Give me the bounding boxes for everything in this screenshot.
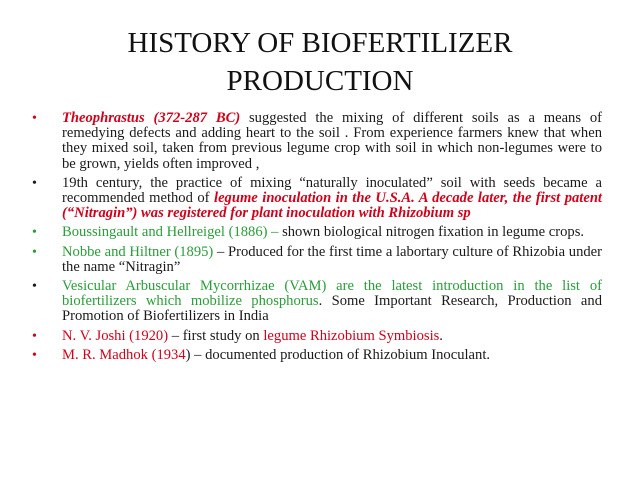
bullet-text: – Produced for the first time a labortary culture of Rhizobia under the name “Nitragin” [62, 243, 603, 275]
bullet-marker: • [32, 328, 37, 344]
person-name: Nobbe and Hiltner (1895) [62, 243, 214, 260]
bullet-marker: • [32, 111, 37, 126]
bullet-item-vam [32, 279, 602, 325]
bullet-item-nobbe [32, 245, 602, 275]
bullet-marker: • [32, 347, 37, 363]
highlight-text: legume inoculation in the U.S.A. A decade later, the first patent (“Nitragin”) was registered for plant inoculation with Rhizobium sp [62, 190, 602, 222]
bullet-marker: • [32, 225, 37, 241]
person-name: Boussingault and Hellreigel (1886) – [62, 224, 279, 241]
bullet-text: ) – documented production of Rhizobium Inoculant. [185, 346, 491, 363]
bullet-text: suggested the mixing of different soils as a means of remedying defects and adding heart to the soil . From experience farmers knew that when they mixed soil, taken from previous legume crop with soil in which non-legumes were to be grown, yields often improved , [62, 110, 602, 172]
title-line-1: HISTORY OF BIOFERTILIZER [127, 27, 513, 59]
bullet-text: . Some Important Research, Production and Promotion of Biofertilizers in India [62, 293, 602, 325]
bullet-item-19th-century [32, 176, 602, 222]
title-line-2: PRODUCTION [226, 65, 414, 97]
bullet-item-joshi [32, 329, 602, 344]
person-name: M. R. Madhok (1934 [62, 346, 186, 363]
bullet-item-boussingault [32, 225, 602, 240]
highlight-text: legume Rhizobium Symbiosis [263, 327, 440, 344]
bullet-marker: • [32, 244, 37, 260]
bullet-item-theophrastus [32, 111, 602, 172]
bullet-end: . [439, 327, 443, 344]
bullet-marker: • [32, 279, 37, 295]
bullet-text: 19th century, the practice of mixing “naturally inoculated” soil with seeds became a recommended method of [62, 174, 602, 207]
slide-title [60, 24, 580, 100]
bullet-item-madhok [32, 348, 602, 363]
highlight-text: Vesicular Arbuscular Mycorrhizae (VAM) are the latest introduction in the list of biofertilizers which mobilize phosphorus [62, 278, 602, 310]
bullet-text: – first study on [168, 327, 264, 344]
person-name: N. V. Joshi (1920) [62, 327, 169, 344]
bullet-list [32, 111, 602, 367]
bullet-marker: • [32, 175, 37, 191]
person-name: Theophrastus (372-287 BC) [62, 110, 241, 126]
bullet-text: shown biological nitrogen fixation in legume crops. [278, 224, 585, 241]
